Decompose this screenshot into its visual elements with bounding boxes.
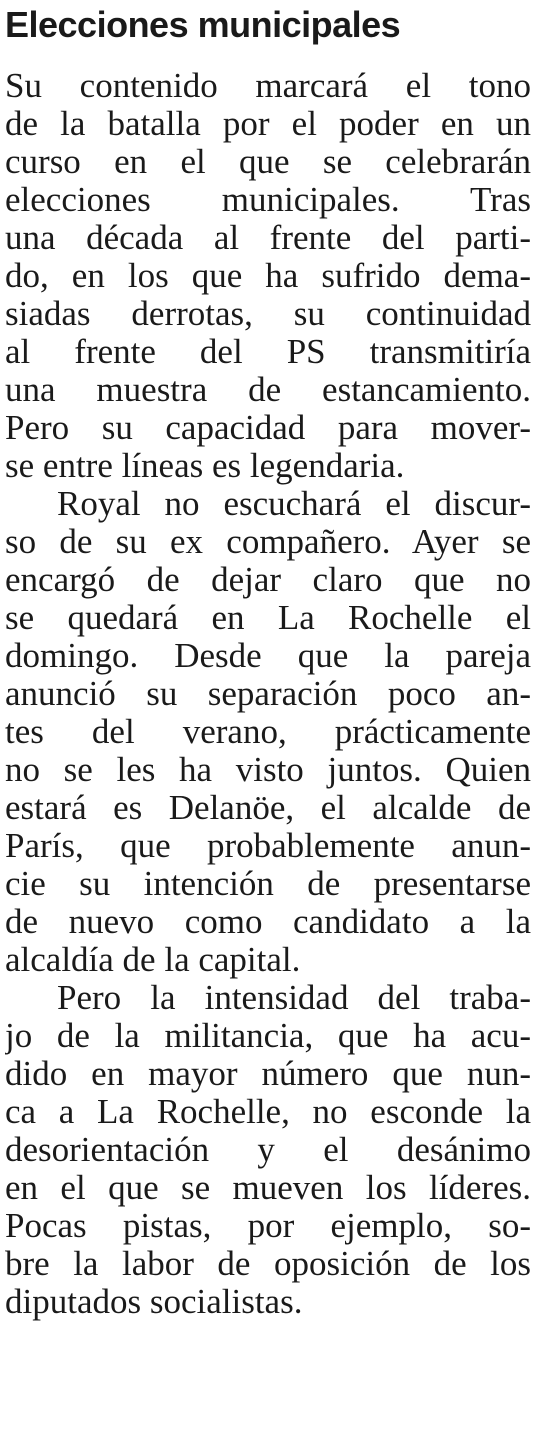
text-line: desorientación y el desánimo: [5, 1131, 531, 1169]
text-line: elecciones municipales. Tras: [5, 181, 531, 219]
news-article: [5, 0, 531, 1321]
text-line: Su contenido marcará el tono: [5, 67, 531, 105]
text-line: jo de la militancia, que ha acu-: [5, 1017, 531, 1055]
paragraph-3: [5, 979, 531, 1321]
text-line: cie su intención de presentarse: [5, 865, 531, 903]
text-line: curso en el que se celebrarán: [5, 143, 531, 181]
text-line: bre la labor de oposición de los: [5, 1245, 531, 1283]
text-line: en el que se mueven los líderes.: [5, 1169, 531, 1207]
text-line: ca a La Rochelle, no esconde la: [5, 1093, 531, 1131]
paragraph-2: [5, 485, 531, 979]
text-line: al frente del PS transmitiría: [5, 333, 531, 371]
text-line: París, que probablemente anun-: [5, 827, 531, 865]
text-line: Royal no escuchará el discur-: [57, 485, 531, 523]
text-line: Pero su capacidad para mover-: [5, 409, 531, 447]
text-line: una década al frente del parti-: [5, 219, 531, 257]
text-line: estará es Delanöe, el alcalde de: [5, 789, 531, 827]
text-line: alcaldía de la capital.: [5, 941, 301, 979]
text-line: siadas derrotas, su continuidad: [5, 295, 531, 333]
text-line: de la batalla por el poder en un: [5, 105, 531, 143]
article-body: [5, 67, 531, 1321]
text-line: no se les ha visto juntos. Quien: [5, 751, 531, 789]
text-line: so de su ex compañero. Ayer se: [5, 523, 531, 561]
text-line: diputados socialistas.: [5, 1283, 303, 1321]
text-line: Pocas pistas, por ejemplo, so-: [5, 1207, 531, 1245]
paragraph-1: [5, 67, 531, 485]
text-line: una muestra de estancamiento.: [5, 371, 531, 409]
text-line: tes del verano, prácticamente: [5, 713, 531, 751]
text-line: dido en mayor número que nun-: [5, 1055, 531, 1093]
article-headline: Elecciones municipales: [5, 4, 401, 45]
text-line: se entre líneas es legendaria.: [5, 447, 405, 485]
text-line: Pero la intensidad del traba-: [57, 979, 531, 1017]
text-line: encargó de dejar claro que no: [5, 561, 531, 599]
text-line: do, en los que ha sufrido dema-: [5, 257, 531, 295]
text-line: de nuevo como candidato a la: [5, 903, 531, 941]
text-line: se quedará en La Rochelle el: [5, 599, 531, 637]
text-line: domingo. Desde que la pareja: [5, 637, 531, 675]
text-line: anunció su separación poco an-: [5, 675, 531, 713]
